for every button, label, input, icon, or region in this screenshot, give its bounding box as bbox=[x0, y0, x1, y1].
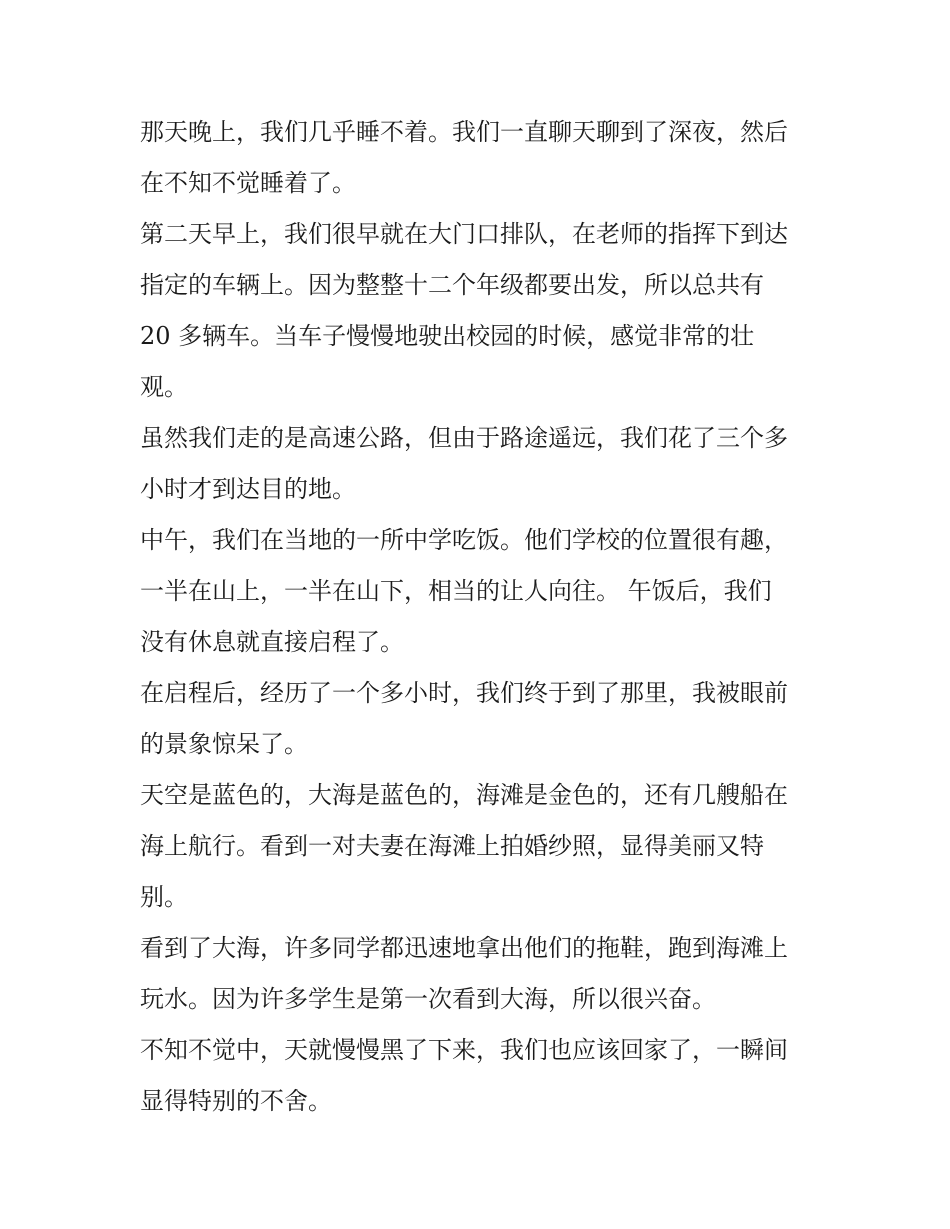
paragraph-2 bbox=[140, 209, 812, 413]
text-line: 显得特别的不舍。 bbox=[140, 1087, 332, 1115]
text-line: 20 多辆车。当车子慢慢地驶出校园的时候，感觉非常的壮 bbox=[140, 322, 755, 350]
text-line: 指定的车辆上。因为整整十二个年级都要出发，所以总共有 bbox=[140, 271, 764, 299]
text-line: 虽然我们走的是高速公路，但由于路途遥远，我们花了三个多 bbox=[140, 424, 788, 452]
text-line: 一半在山上，一半在山下，相当的让人向往。 午饭后，我们 bbox=[140, 577, 772, 605]
text-line: 在启程后，经历了一个多小时，我们终于到了那里，我被眼前 bbox=[140, 679, 788, 707]
paragraph-6 bbox=[140, 770, 812, 923]
text-line: 在不知不觉睡着了。 bbox=[140, 169, 356, 197]
paragraph-7 bbox=[140, 923, 812, 1025]
text-line: 没有休息就直接启程了。 bbox=[140, 628, 404, 656]
paragraph-4 bbox=[140, 515, 812, 668]
text-line: 中午，我们在当地的一所中学吃饭。他们学校的位置很有趣， bbox=[140, 526, 788, 554]
paragraph-3 bbox=[140, 413, 812, 515]
paragraph-5 bbox=[140, 668, 812, 770]
paragraph-8 bbox=[140, 1025, 812, 1127]
text-line: 天空是蓝色的，大海是蓝色的，海滩是金色的，还有几艘船在 bbox=[140, 781, 788, 809]
text-line: 海上航行。看到一对夫妻在海滩上拍婚纱照，显得美丽又特 bbox=[140, 832, 764, 860]
text-line: 小时才到达目的地。 bbox=[140, 475, 356, 503]
text-line: 玩水。因为许多学生是第一次看到大海，所以很兴奋。 bbox=[140, 985, 716, 1013]
text-line: 不知不觉中，天就慢慢黑了下来，我们也应该回家了，一瞬间 bbox=[140, 1036, 788, 1064]
text-line: 那天晚上，我们几乎睡不着。我们一直聊天聊到了深夜，然后 bbox=[140, 118, 788, 146]
paragraph-1 bbox=[140, 107, 812, 209]
text-line: 观。 bbox=[140, 373, 188, 401]
text-line: 第二天早上，我们很早就在大门口排队，在老师的指挥下到达 bbox=[140, 220, 788, 248]
text-line: 看到了大海，许多同学都迅速地拿出他们的拖鞋，跑到海滩上 bbox=[140, 934, 788, 962]
text-line: 的景象惊呆了。 bbox=[140, 730, 308, 758]
document-body bbox=[140, 107, 812, 1127]
text-line: 别。 bbox=[140, 883, 188, 911]
